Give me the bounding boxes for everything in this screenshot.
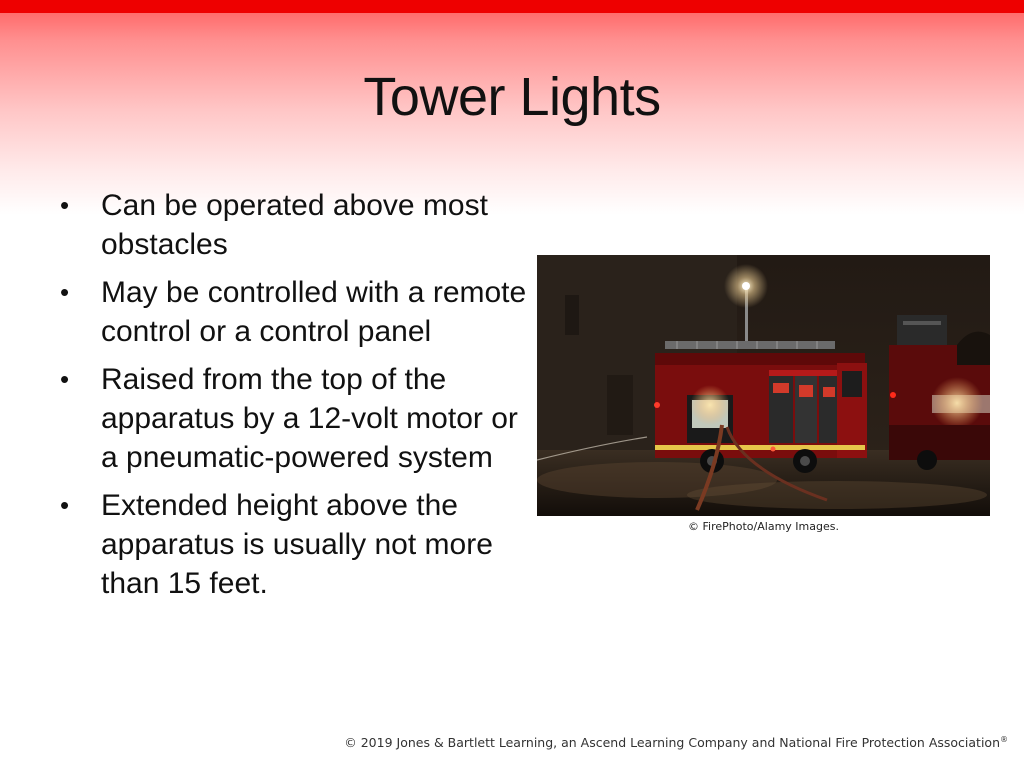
bullet-text: May be controlled with a remote control or a control panel — [101, 276, 527, 348]
bullet-item — [60, 486, 530, 603]
fire-truck-illustration — [537, 255, 990, 516]
bullet-text: Can be operated above most obstacles — [101, 189, 488, 261]
bullet-text: Extended height above the apparatus is usually not more than 15 feet. — [101, 489, 493, 600]
bullet-item — [60, 186, 530, 264]
copyright-footer — [344, 735, 1008, 750]
top-accent-bar — [0, 0, 1024, 13]
bullet-text: Raised from the top of the apparatus by a 12-volt motor or a pneumatic-powered system — [101, 363, 518, 474]
registered-mark: ® — [1000, 735, 1008, 744]
bullet-item — [60, 273, 530, 351]
bullet-dot: • — [60, 490, 70, 520]
copyright-text: © 2019 Jones & Bartlett Learning, an Ascend Learning Company and National Fire Protection Association — [344, 735, 1000, 751]
bullet-dot: • — [60, 277, 70, 307]
bullet-item — [60, 360, 530, 477]
fire-truck-photo — [537, 255, 990, 516]
slide-title: Tower Lights — [363, 67, 661, 127]
bullet-list — [60, 186, 530, 612]
bullet-dot: • — [60, 190, 70, 220]
bullet-dot: • — [60, 364, 70, 394]
photo-caption: © FirePhoto/Alamy Images. — [688, 520, 839, 533]
